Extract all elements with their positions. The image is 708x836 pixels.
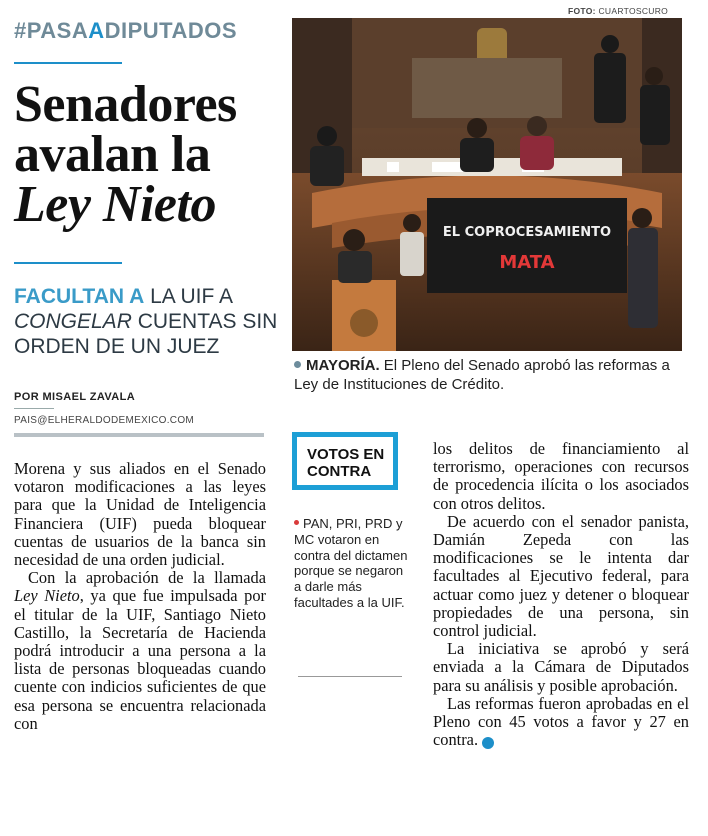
- byline-rule: [14, 408, 54, 409]
- body-paragraph: De acuerdo con el senador panista, Damián Zepeda con las modificaciones se le intenta dar facultades al Ejecutivo federal, para actuar como juez y detener o bloquear propiedades de una persona, sin control judicial.: [433, 511, 689, 641]
- body-paragraph: Morena y sus aliados en el Senado votaron modificaciones a las leyes para que la Unidad de Inteligencia Financiera (UIF) pueda bloquear cuentas de usuarios de la banca sin necesidad de una orden judicial.: [14, 459, 266, 570]
- section-hashtag: [14, 18, 237, 44]
- photo-caption: [294, 356, 694, 394]
- hashtag-part: DIPUTADOS: [104, 18, 238, 43]
- body-text: Con la aprobación de la llamada: [28, 568, 266, 588]
- sidebar-body: PAN, PRI, PRD y MC votaron en contra del dictamen porque se negaron a darle más facultades a la UIF.: [294, 516, 408, 610]
- headline-line-italic: Ley Nieto: [14, 176, 216, 233]
- subhead-italic: CONGELAR: [14, 310, 132, 333]
- headline-line: Senadores: [14, 76, 237, 133]
- subhead-text: CUENTAS SIN ORDEN DE UN JUEZ: [14, 310, 278, 358]
- hashtag-part: #PASA: [14, 18, 89, 43]
- banner-line-2: MATA: [499, 252, 555, 273]
- body-column-2: [433, 440, 689, 749]
- author-email[interactable]: PAIS@ELHERALDODEMEXICO.COM: [14, 415, 195, 426]
- sidebar-title: VOTOS EN CONTRA: [307, 446, 385, 480]
- photo-illustration: [292, 18, 682, 351]
- body-paragraph: La iniciativa se aprobó y será enviada a la Cámara de Diputados para su análisis y posible aprobación.: [433, 639, 689, 695]
- headline-top-rule: [14, 62, 122, 64]
- photo-credit: [568, 6, 668, 16]
- byline-divider: [14, 433, 264, 437]
- sidebar-bullet-icon: [294, 520, 299, 525]
- subhead-lead: FACULTAN A: [14, 285, 145, 308]
- subhead-text: LA UIF A: [144, 285, 232, 308]
- caption-text: El Pleno del Senado aprobó las reformas a Ley de Instituciones de Crédito.: [294, 357, 670, 393]
- body-paragraph: los delitos de financiamiento al terrorismo, operaciones con recursos de procedencia ilícita o los asociados con otros delitos.: [433, 439, 689, 513]
- subheadline: [14, 284, 284, 359]
- hashtag-highlight: A: [88, 18, 105, 43]
- sidebar-rule: [298, 676, 402, 677]
- headline-line: avalan la: [14, 126, 211, 183]
- photo-credit-label: FOTO:: [568, 6, 596, 16]
- body-paragraph: [14, 569, 266, 733]
- subhead-top-rule: [14, 262, 122, 264]
- sidebar-title-box: [292, 432, 398, 490]
- body-italic: Ley Nieto: [14, 586, 80, 606]
- body-column-1: [14, 460, 266, 733]
- senate-chamber-photo: [292, 18, 682, 351]
- end-of-article-icon: H: [482, 737, 494, 749]
- photo-credit-name: CUARTOSCURO: [598, 6, 669, 16]
- byline: POR MISAEL ZAVALA: [14, 391, 136, 403]
- body-text: , ya que fue impulsada por el titular de la UIF, Santiago Nieto Castillo, la Secretaría de Hacienda podrá introducir a una persona a la lista de personas bloqueadas cuando cuente con indicios suficientes de que esa persona se encuentra relacionada con: [14, 586, 266, 733]
- headline: [14, 76, 284, 233]
- banner-line-1: EL COPROCESAMIENTO: [442, 225, 612, 240]
- caption-bullet-icon: [294, 361, 301, 368]
- sidebar-text: [294, 516, 412, 611]
- body-paragraph: [433, 695, 689, 750]
- caption-lead: MAYORÍA.: [306, 357, 380, 374]
- body-text: Las reformas fueron aprobadas en el Pleno con 45 votos a favor y 27 en contra.: [433, 693, 689, 750]
